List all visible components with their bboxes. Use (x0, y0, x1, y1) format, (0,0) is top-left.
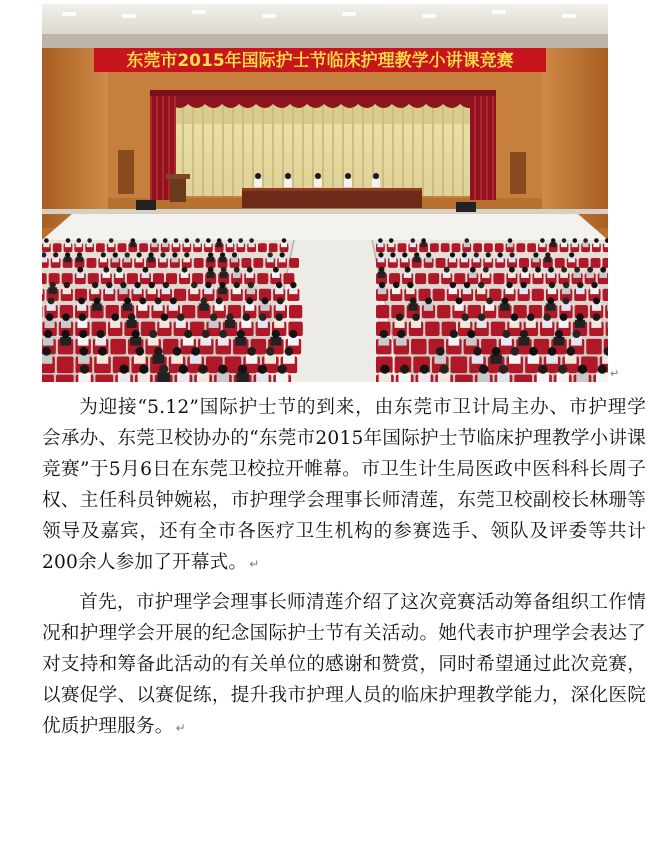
paragraph-mark: ↵ (175, 721, 186, 735)
paragraph-mark: ↵ (249, 557, 260, 571)
article-paragraph-2 (42, 587, 646, 744)
banner-text: 东莞市2015年国际护士节临床护理教学小讲课竞赛 (126, 51, 514, 71)
paragraph-text: 为迎接“5.12”国际护士节的到来，由东莞市卫计局主办、市护理学会承办、东莞卫校协办的“东莞市2015年国际护士节临床护理教学小讲课竞赛”于5月6日在东莞卫校拉开帷幕。市卫生计生局医政中医科科长周子权、主任科员钟婉崧，市护理学会理事长师清莲，东莞卫校副校长林珊等领导及嘉宾，还有全市各医疗卫生机构的参赛选手、领队及评委等共计200余人参加了开幕式。 (42, 397, 646, 573)
auditorium-scene (42, 4, 608, 382)
article-body (42, 392, 646, 744)
paragraph-mark: ↵ (610, 367, 620, 380)
event-photo (42, 4, 608, 382)
article-paragraph-1 (42, 392, 646, 580)
paragraph-text: 首先，市护理学会理事长师清莲介绍了这次竞赛活动筹备组织工作情况和护理学会开展的纪念国际护士节有关活动。她代表市护理学会表达了对支持和筹备此活动的有关单位的感谢和赞赏，同时希望通过此次竞赛，以赛促学、以赛促练，提升我市护理人员的临床护理教学能力，深化医院优质护理服务。 (42, 592, 646, 737)
